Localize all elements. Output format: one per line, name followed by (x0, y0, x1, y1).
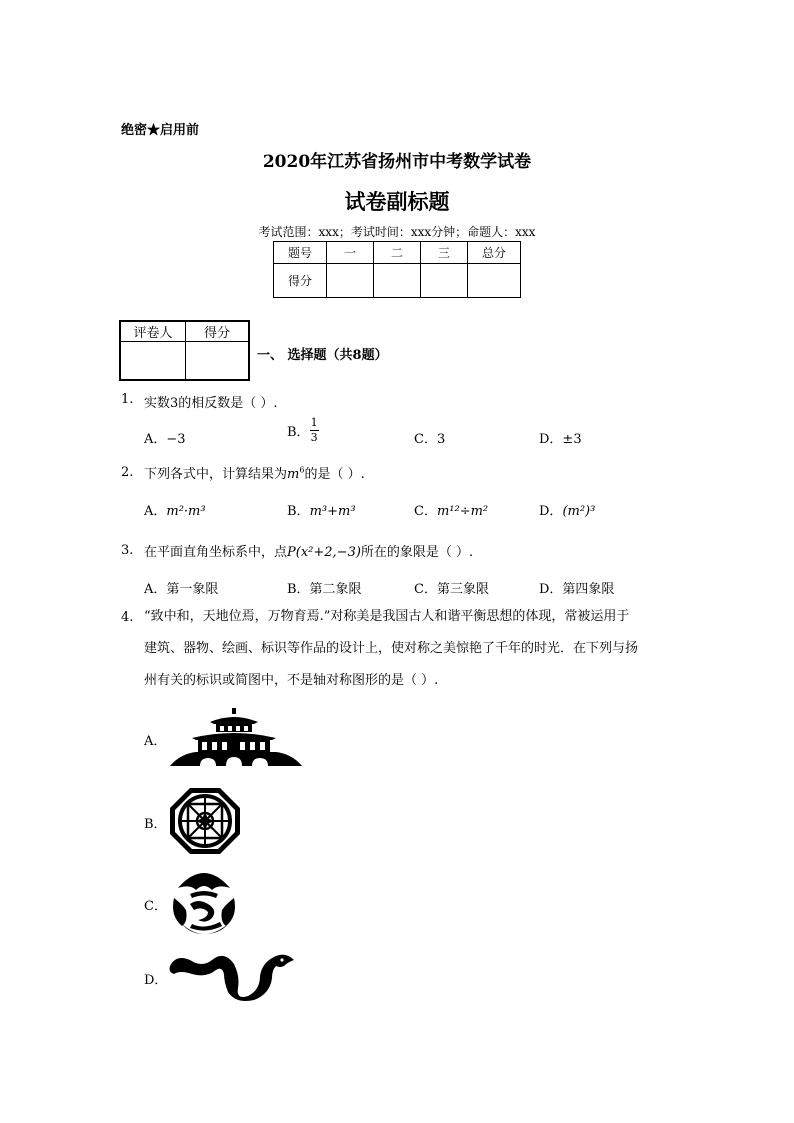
question-text-post: 所在的象限是（ ）. (360, 545, 474, 560)
grader-table (119, 320, 250, 381)
section-title: 一、 选择题（共8题） (257, 348, 388, 363)
option-d[interactable]: D．第四象限 (539, 582, 615, 597)
fraction-denominator: 3 (310, 431, 318, 444)
option-label: C． (414, 504, 437, 519)
option-d[interactable] (539, 500, 595, 519)
option-b[interactable] (287, 500, 356, 519)
paragraph-line: 建筑、器物、绘画、标识等作品的设计上，使对称之美惊艳了千年的时光．在下列与扬 (144, 641, 639, 656)
option-b[interactable]: B． (144, 817, 167, 832)
question-text: 实数3的相反数是（ ）. (144, 396, 278, 411)
option-c[interactable]: C． (144, 899, 167, 914)
score-header-cell: 总分 (468, 242, 521, 264)
math-var: m (287, 467, 300, 482)
option-d[interactable]: D． (144, 973, 168, 988)
fraction-numerator: 1 (310, 416, 318, 429)
paragraph-line: “致中和，天地位焉，万物育焉.”对称美是我国古人和谐平衡思想的体现，常被运用于 (144, 609, 630, 624)
grader-score-cell[interactable] (186, 342, 250, 380)
fraction (310, 416, 319, 445)
exam-meta: 考试范围：xxx；考试时间：xxx分钟；命题人：xxx (258, 225, 536, 239)
score-header-cell: 一 (327, 242, 374, 264)
point-expr: P(x²+2,−3) (287, 545, 361, 560)
grader-score-header: 得分 (186, 321, 250, 342)
math-exp: 6 (299, 465, 305, 475)
option-c[interactable] (414, 500, 488, 519)
option-label: B． (287, 504, 310, 519)
option-c[interactable]: C．3 (414, 432, 446, 447)
score-header-cell: 二 (374, 242, 421, 264)
score-cell[interactable] (327, 264, 374, 298)
question-number: 1. (121, 392, 134, 407)
math-expr: (m²)³ (562, 504, 596, 519)
score-header-cell: 题号 (274, 242, 327, 264)
question-number: 4. (121, 610, 134, 625)
math-expr: m³+m³ (309, 504, 356, 519)
question-text (144, 463, 365, 482)
grader-cell[interactable] (120, 342, 186, 380)
option-b[interactable] (287, 416, 319, 445)
confidential-label: 绝密★启用前 (121, 123, 200, 138)
paragraph-line: 州有关的标识或简图中，不是轴对称图形的是（ ）. (144, 673, 439, 688)
score-row-label: 得分 (274, 264, 327, 298)
score-cell[interactable] (468, 264, 521, 298)
option-b[interactable]: B．第二象限 (287, 582, 362, 597)
math-expr: m²·m³ (166, 504, 206, 519)
question-text-post: 的是（ ）. (304, 467, 365, 482)
question-paragraph (144, 601, 704, 697)
exam-subtitle: 试卷副标题 (344, 189, 450, 214)
option-b-label: B． (287, 425, 310, 440)
pavilion-bridge-icon (170, 708, 302, 768)
question-text-pre: 下列各式中，计算结果为 (144, 467, 288, 482)
question-text (144, 541, 473, 560)
option-c[interactable]: C．第三象限 (414, 582, 489, 597)
grader-header: 评卷人 (120, 321, 186, 342)
exam-title: 2020年江苏省扬州市中考数学试卷 (262, 152, 532, 172)
serpentine-shape-icon (168, 946, 296, 1002)
option-a[interactable]: A． (144, 734, 167, 749)
option-d[interactable]: D．±3 (539, 432, 582, 447)
option-a[interactable] (144, 500, 206, 519)
option-label: D． (539, 504, 563, 519)
option-label: A． (144, 504, 167, 519)
lattice-window-icon (168, 786, 242, 856)
question-text-pre: 在平面直角坐标系中，点 (144, 545, 288, 560)
question-number: 3. (121, 543, 134, 558)
question-number: 2. (121, 465, 134, 480)
option-a[interactable]: A．−3 (144, 432, 186, 447)
score-header-cell: 三 (421, 242, 468, 264)
math-expr: m¹²÷m² (436, 504, 489, 519)
score-table (273, 241, 521, 298)
score-cell[interactable] (374, 264, 421, 298)
option-a[interactable]: A．第一象限 (144, 582, 219, 597)
circular-emblem-icon (168, 864, 240, 938)
score-cell[interactable] (421, 264, 468, 298)
